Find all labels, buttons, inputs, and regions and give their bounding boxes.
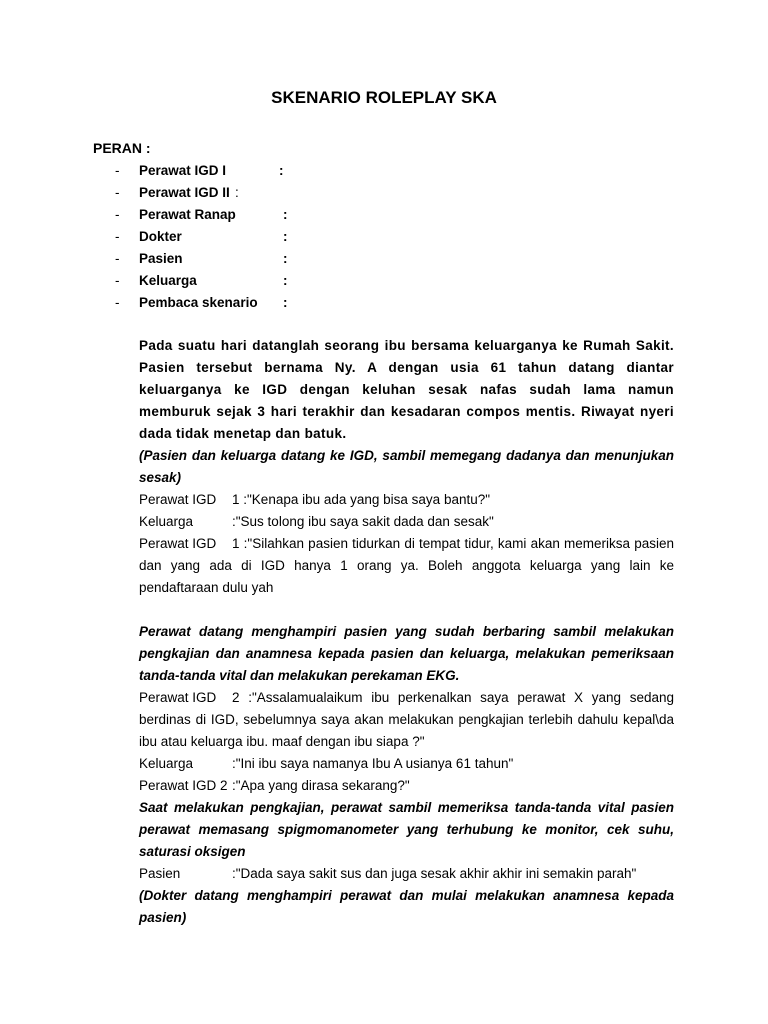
speaker-label: Keluarga xyxy=(139,514,194,529)
role-name: Perawat IGD II xyxy=(139,185,230,200)
dialog-text: :"Ini ibu saya namanya Ibu A usianya 61 tahun" xyxy=(232,756,514,771)
bullet-dash: - xyxy=(115,229,120,244)
bullet-dash: - xyxy=(115,295,120,310)
role-name: Pembaca skenario xyxy=(139,295,258,310)
stage-direction: Perawat datang menghampiri pasien yang sudah berbaring sambil melakukan pengkajian dan anamnesa kepada pasien dan keluarga, melakukan pemeriksaan tanda-tanda vital dan melakukan perekaman EKG. xyxy=(139,624,674,683)
speaker-label: Perawat IGD xyxy=(139,492,217,507)
speaker-label: Perawat IGD xyxy=(139,536,217,551)
dialog-line xyxy=(139,863,674,885)
scenario-body xyxy=(139,335,674,929)
dialog-text: :"Sus tolong ibu saya sakit dada dan sesak" xyxy=(232,514,494,529)
dialog-line xyxy=(139,775,674,797)
role-colon: : xyxy=(283,229,288,244)
dialog-text: 1 :"Silahkan pasien tidurkan di tempat tidur, kami akan memeriksa pasien dan yang ada di IGD hanya 1 orang ya. Boleh anggota keluarga yang lain ke pendaftaraan dulu yah xyxy=(139,536,674,595)
role-list xyxy=(0,161,768,315)
spacer xyxy=(139,599,674,621)
dialog-text: 2 :"Assalamualaikum ibu perkenalkan saya perawat X yang sedang berdinas di IGD, sebelumnya saya akan melakukan pengkajian terlebih dahulu kepal\da ibu atau keluarga ibu. maaf dengan ibu siapa ?" xyxy=(139,690,674,749)
dialog-text: 1 :"Kenapa ibu ada yang bisa saya bantu?" xyxy=(232,492,491,507)
dialog-line xyxy=(139,533,674,599)
bullet-dash: - xyxy=(115,251,120,266)
dialog-line xyxy=(139,511,674,533)
bullet-dash: - xyxy=(115,273,120,288)
role-item xyxy=(0,161,768,183)
speaker-label: Pasien xyxy=(139,866,181,881)
role-item xyxy=(0,249,768,271)
role-name: Keluarga xyxy=(139,273,197,288)
stage-direction: (Dokter datang menghampiri perawat dan mulai melakukan anamnesa kepada pasien) xyxy=(139,888,674,925)
role-item xyxy=(0,293,768,315)
role-colon: : xyxy=(283,295,288,310)
role-colon: : xyxy=(279,163,284,178)
page-title: SKENARIO ROLEPLAY SKA xyxy=(271,88,497,107)
bullet-dash: - xyxy=(115,207,120,222)
bullet-dash: - xyxy=(115,185,120,200)
role-item xyxy=(0,183,768,205)
intro-paragraph: Pada suatu hari datanglah seorang ibu bersama keluarganya ke Rumah Sakit. Pasien tersebut bernama Ny. A dengan usia 61 tahun datang diantar keluarganya ke IGD dengan keluhan sesak nafas sudah lama namun memburuk sejak 3 hari terakhir dan kesadaran compos mentis. Riwayat nyeri dada tidak menetap dan batuk. xyxy=(139,338,674,441)
dialog-line xyxy=(139,489,674,511)
dialog-line xyxy=(139,687,674,753)
bullet-dash: - xyxy=(115,163,120,178)
dialog-text: :"Apa yang dirasa sekarang?" xyxy=(232,778,410,793)
speaker-label: Perawat IGD 2 xyxy=(139,778,228,793)
role-name: Perawat IGD I xyxy=(139,163,227,178)
speaker-label: Keluarga xyxy=(139,756,194,771)
role-name: Perawat Ranap xyxy=(139,207,236,222)
role-colon: : xyxy=(283,273,288,288)
role-item xyxy=(0,227,768,249)
role-item xyxy=(0,271,768,293)
stage-direction: (Pasien dan keluarga datang ke IGD, sambil memegang dadanya dan menunjukan sesak) xyxy=(139,448,674,485)
role-colon: : xyxy=(283,207,288,222)
dialog-line xyxy=(139,753,674,775)
speaker-label: Perawat IGD xyxy=(139,690,217,705)
role-colon: : xyxy=(283,251,288,266)
dialog-text: :"Dada saya sakit sus dan juga sesak akhir akhir ini semakin parah" xyxy=(232,866,637,881)
role-item xyxy=(0,205,768,227)
role-name: Dokter xyxy=(139,229,182,244)
role-colon: : xyxy=(235,185,239,200)
role-name: Pasien xyxy=(139,251,183,266)
stage-direction: Saat melakukan pengkajian, perawat sambil memeriksa tanda-tanda vital pasien perawat memasang spigmomanometer yang terhubung ke monitor, cek suhu, saturasi oksigen xyxy=(139,800,674,859)
peran-heading: PERAN : xyxy=(93,140,151,156)
